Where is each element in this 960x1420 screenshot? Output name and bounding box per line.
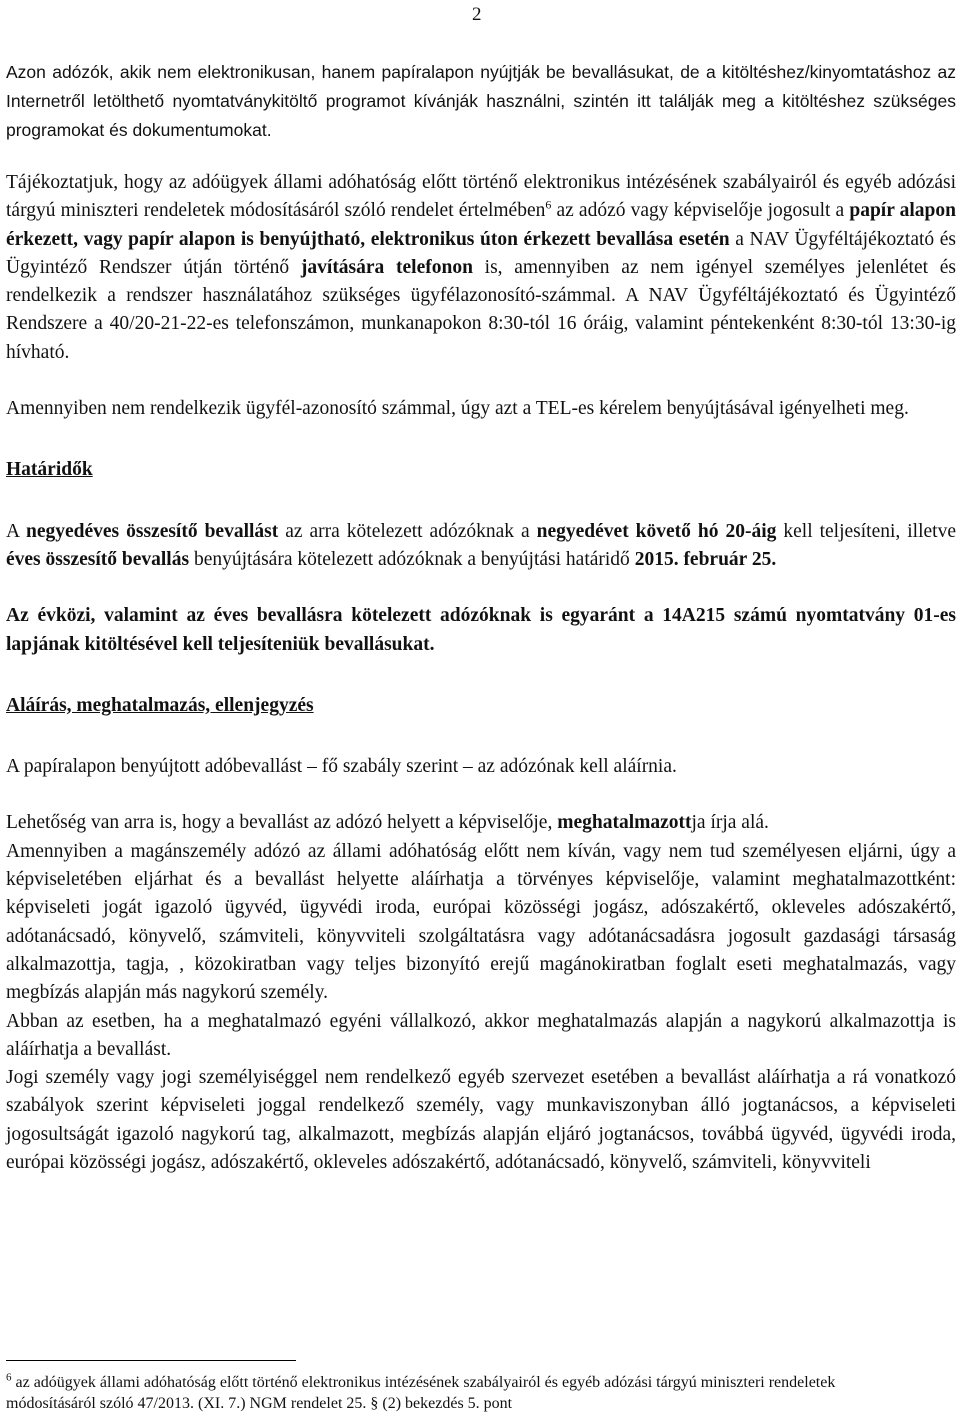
intro-paragraph: Azon adózók, akik nem elektronikusan, hanem papíralapon nyújtják be bevallásukat, de a kitöltéshez/kinyomtatáshoz az Internetről letölthető nyomtatványkitöltő programot kívánják használni, szintén itt találják meg a kitöltéshez szükséges programokat és dokumentumokat. [6,62,956,140]
text-run: is, amennyiben az nem igényel személyes jelenlétet és rendelkezik a rendszer használatához szükséges ügyfélazonosító-számmal. A NAV Ügyféltájékoztató és Ügyintéző Rendszere a 40/20-21-22-es telefonszámon, munkanapokon 8:30-tól 16 óráig, valamint péntekenként 8:30-tól 13:30-ig hívható. [6,256,957,363]
text-run: az arra kötelezett adózóknak a [278,520,537,542]
bold-run: éves összesítő bevallás [6,548,190,570]
page-number: 2 [472,4,482,25]
text-run: ja írja alá. [691,812,769,834]
footnote-reference: 6 [545,197,552,212]
bold-run: papír alapon érkezett, vagy papír alapon is benyújtható, elektronikus úton érkezett bevallása esetén [6,200,956,250]
bold-run: negyedéves összesítő bevallást [25,520,279,542]
section-heading-signature: Aláírás, meghatalmazás, ellenjegyzés [6,694,314,716]
paragraph-form-requirement [6,602,956,659]
paragraph-phone-correction [6,169,956,367]
text-run: A [6,520,26,542]
footnote-divider [6,1360,296,1361]
bold-run: javítására telefonon [300,256,473,278]
bold-run: negyedévet követő hó 20-áig [536,520,777,542]
text-run: Lehetőség van arra is, hogy a bevallást az adózó helyett a képviselője, [6,812,558,834]
paragraph-private-person: Amennyiben a magánszemély adózó az állami adóhatóság előtt nem kíván, vagy nem tud személyesen eljárni, úgy a képviseletében eljárhat és a bevallást helyette aláírhatja a törvényes képviselője, valamint meghatalmazottként: képviseleti jogát igazoló ügyvéd, ügyvédi iroda, európai közösségi jogász, adószakértő, okleveles adószakértő, adótanácsadó, könyvelő, számviteli, könyvviteli szolgáltatásra vagy adótanácsadásra jogosult gazdasági társaság alkalmazottja, tagja, , közokiratban vagy teljes bizonyító erejű magánokiratban foglalt eseti meghatalmazás, vagy megbízás alapján más nagykorú személy. [6,840,956,1004]
main-content [6,169,956,1177]
footnote [6,1372,906,1414]
bold-run: 2015. február 25. [634,548,777,570]
paragraph-signature-rule: A papíralapon benyújtott adóbevallást – fő szabály szerint – az adózónak kell aláírnia. [6,756,677,778]
footnote-text: az adóügyek állami adóhatóság előtt történő elektronikus intézésének szabályairól és egyéb adózási tárgyú miniszteri rendeletek módosításáról szóló 47/2013. (XI. 7.) NGM rendelet 25. § (2) bekezdés 5. pont [6,1374,836,1412]
paragraph-representative [6,809,956,837]
paragraph-deadlines [6,518,956,575]
paragraph-sole-proprietor: Abban az esetben, ha a meghatalmazó egyéni vállalkozó, akkor meghatalmazás alapján a nagykorú alkalmazottja is aláírhatja a bevallást. [6,1010,956,1060]
paragraph-client-id: Amennyiben nem rendelkezik ügyfél-azonosító számmal, úgy azt a TEL-es kérelem benyújtásával igényelheti meg. [6,398,909,420]
paragraph-legal-entity: Jogi személy vagy jogi személyiséggel nem rendelkező egyéb szervezet esetében a bevallást aláírhatja a rá vonatkozó szabályok szerint képviseleti joggal rendelkező személy, vagy munkaviszonyban álló jogtanácsos, a képviseleti jogosultságát igazoló nagykorú tag, alkalmazott, megbízás alapján eljáró jogtanácsos, továbbá ügyvéd, ügyvédi iroda, európai közösségi jogász, adószakértő, okleveles adószakértő, adótanácsadó, könyvelő, számviteli, könyvviteli [6,1067,956,1174]
footnote-mark: 6 [6,1371,12,1384]
bold-run: Az évközi, valamint az éves bevallásra kötelezett adózóknak is egyaránt a 14A215 számú nyomtatvány 01-es lapjának kitöltésével kell teljesíteniük bevallásukat. [6,605,956,655]
text-run: Tájékoztatjuk, hogy az adóügyek állami adóhatóság előtt történő elektronikus intézésének szabályairól és egyéb adózási tárgyú miniszteri rendeletek módosításáról szóló rendelet értelmében [6,172,956,222]
text-run: kell teljesíteni, illetve [776,520,956,542]
section-heading-deadlines: Határidők [6,459,93,481]
text-run: az adózó vagy képviselője jogosult a [551,200,850,222]
bold-run: meghatalmazott [557,812,692,834]
text-run: benyújtására kötelezett adózóknak a benyújtási határidő [189,548,635,570]
text-run: a NAV Ügyféltájékoztató és Ügyintéző Rendszer útján történő [6,228,956,278]
